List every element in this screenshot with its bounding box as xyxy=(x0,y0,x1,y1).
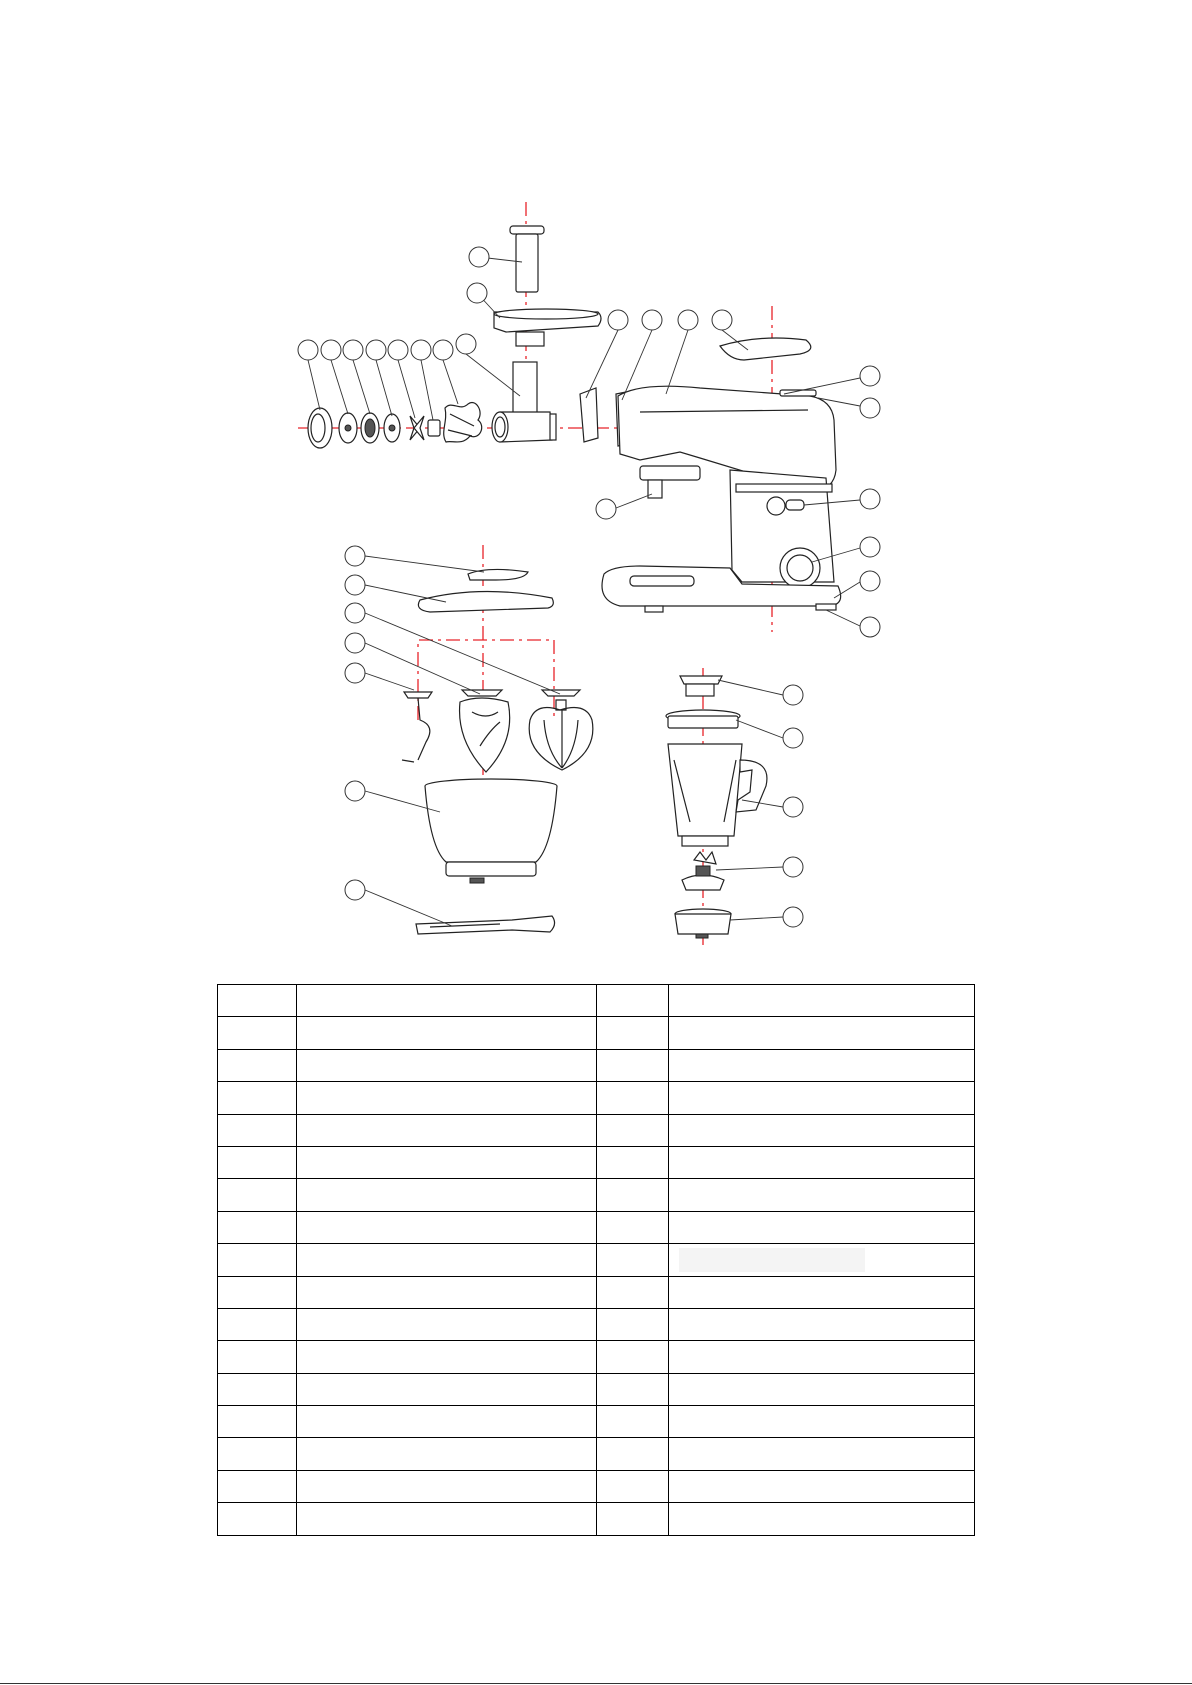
locking-ring xyxy=(308,408,332,448)
mincing-plate-3 xyxy=(339,413,357,443)
table-row xyxy=(218,1114,975,1146)
table-cell xyxy=(669,1244,975,1276)
table-cell xyxy=(297,1017,597,1049)
table-row xyxy=(218,1276,975,1308)
table-cell xyxy=(597,1406,669,1438)
table-cell xyxy=(669,1438,975,1470)
table-cell xyxy=(669,1146,975,1178)
measuring-cap xyxy=(680,676,722,696)
table-cell xyxy=(669,1308,975,1340)
table-cell xyxy=(297,1211,597,1243)
table-row xyxy=(218,1308,975,1340)
mixing-bowl xyxy=(425,779,557,883)
callout-circle xyxy=(783,907,803,927)
dough-hook xyxy=(402,692,432,762)
table-cell xyxy=(297,1114,597,1146)
table-cell xyxy=(297,1503,597,1535)
table-cell xyxy=(669,1470,975,1502)
table-cell xyxy=(218,1503,297,1535)
callout-circle xyxy=(860,617,880,637)
table-row xyxy=(218,1017,975,1049)
table-cell xyxy=(597,1373,669,1405)
shaded-cell-region xyxy=(679,1248,865,1272)
table-cell xyxy=(597,1082,669,1114)
table-cell xyxy=(669,1373,975,1405)
callout-circle xyxy=(298,340,318,360)
table-cell xyxy=(297,1438,597,1470)
table-cell xyxy=(218,1082,297,1114)
feed-screw xyxy=(444,403,482,442)
table-cell xyxy=(218,1308,297,1340)
table-cell xyxy=(669,1503,975,1535)
callout-circle xyxy=(860,398,880,418)
callout-circle xyxy=(783,857,803,877)
table-cell xyxy=(669,1049,975,1081)
callout-circle xyxy=(783,685,803,705)
callout-circle xyxy=(783,728,803,748)
table-cell xyxy=(297,1049,597,1081)
mincing-plate-2 xyxy=(361,413,379,443)
callout-circle xyxy=(467,283,487,303)
table-cell xyxy=(218,1438,297,1470)
table-cell xyxy=(297,1244,597,1276)
callout-circle xyxy=(860,537,880,557)
flat-beater xyxy=(460,690,510,772)
callout-circle xyxy=(388,340,408,360)
callout-circle xyxy=(678,310,698,330)
table-cell xyxy=(218,1179,297,1211)
table-cell xyxy=(669,1179,975,1211)
table-cell xyxy=(218,1114,297,1146)
table-cell xyxy=(218,985,297,1017)
table-cell xyxy=(218,1146,297,1178)
table-cell xyxy=(218,1373,297,1405)
table-row xyxy=(218,1503,975,1535)
table-cell xyxy=(597,1503,669,1535)
table-cell xyxy=(597,1049,669,1081)
table-cell xyxy=(597,1146,669,1178)
table-row xyxy=(218,1438,975,1470)
callout-circle xyxy=(345,633,365,653)
table-cell xyxy=(669,1082,975,1114)
table-cell xyxy=(669,985,975,1017)
callout-circle xyxy=(860,489,880,509)
table-cell xyxy=(597,1244,669,1276)
table-cell xyxy=(218,1244,297,1276)
table-cell xyxy=(297,1146,597,1178)
table-cell xyxy=(218,1406,297,1438)
callout-circle xyxy=(345,603,365,623)
callout-circle xyxy=(345,575,365,595)
callout-circle xyxy=(712,310,732,330)
callout-circle xyxy=(345,546,365,566)
table-cell xyxy=(597,1470,669,1502)
table-row xyxy=(218,1146,975,1178)
table-cell xyxy=(669,1211,975,1243)
table-cell xyxy=(597,1308,669,1340)
callout-circle xyxy=(343,340,363,360)
bowl-and-tools xyxy=(402,569,593,934)
table-cell xyxy=(297,1341,597,1373)
table-cell xyxy=(297,1308,597,1340)
mincing-plate-1 xyxy=(384,414,400,442)
callout-circle xyxy=(345,663,365,683)
stand-mixer-body xyxy=(580,338,841,612)
tilt-button xyxy=(767,497,785,515)
table-cell xyxy=(597,1438,669,1470)
table-row xyxy=(218,1082,975,1114)
table-cell xyxy=(669,1276,975,1308)
table-cell xyxy=(218,1211,297,1243)
table-cell xyxy=(597,1017,669,1049)
callout-circle xyxy=(345,781,365,801)
parts-table-body xyxy=(218,985,975,1536)
table-cell xyxy=(218,1017,297,1049)
table-cell xyxy=(597,1341,669,1373)
spatula xyxy=(416,916,555,934)
drive-shaft xyxy=(648,480,662,498)
callout-circle xyxy=(783,797,803,817)
callout-circle xyxy=(366,340,386,360)
table-row xyxy=(218,1373,975,1405)
callout-circle xyxy=(433,340,453,360)
table-cell xyxy=(669,1114,975,1146)
table-cell xyxy=(218,1470,297,1502)
coupling xyxy=(428,420,440,436)
blade-assembly xyxy=(682,852,724,890)
callout-circle xyxy=(469,247,489,267)
wire-whisk xyxy=(529,690,593,770)
callout-circle xyxy=(860,571,880,591)
table-cell xyxy=(597,1211,669,1243)
speed-dial xyxy=(780,548,820,588)
blender-lid xyxy=(666,710,740,728)
table-cell xyxy=(597,1179,669,1211)
table-cell xyxy=(297,1406,597,1438)
food-pusher xyxy=(510,226,544,292)
table-cell xyxy=(297,1373,597,1405)
table-row xyxy=(218,1341,975,1373)
table-cell xyxy=(597,985,669,1017)
table-cell xyxy=(297,985,597,1017)
table-cell xyxy=(597,1114,669,1146)
table-cell xyxy=(297,1179,597,1211)
grinder-body xyxy=(492,362,556,442)
table-cell xyxy=(669,1017,975,1049)
callout-circle xyxy=(642,310,662,330)
blender-jug xyxy=(668,744,767,846)
food-tray xyxy=(494,309,601,346)
table-cell xyxy=(297,1470,597,1502)
splash-guard xyxy=(418,591,553,612)
table-cell xyxy=(669,1406,975,1438)
table-row xyxy=(218,1244,975,1276)
meat-grinder-assembly xyxy=(308,226,601,448)
blender-assembly xyxy=(666,676,767,938)
table-cell xyxy=(297,1082,597,1114)
table-row xyxy=(218,985,975,1017)
blender-base xyxy=(675,909,731,938)
parts-list-table xyxy=(217,984,975,1536)
table-row xyxy=(218,1211,975,1243)
page-bottom-rule xyxy=(0,1683,1192,1684)
callout-circle xyxy=(596,499,616,519)
table-cell xyxy=(218,1049,297,1081)
table-row xyxy=(218,1049,975,1081)
table-cell xyxy=(669,1341,975,1373)
table-row xyxy=(218,1470,975,1502)
table-cell xyxy=(597,1276,669,1308)
callout-circle xyxy=(456,334,476,354)
table-cell xyxy=(218,1276,297,1308)
callout-circle xyxy=(608,310,628,330)
callout-circle xyxy=(321,340,341,360)
callout-circle xyxy=(860,366,880,386)
drive-hub xyxy=(640,466,700,480)
table-cell xyxy=(218,1341,297,1373)
table-row xyxy=(218,1406,975,1438)
callout-circle xyxy=(411,340,431,360)
table-row xyxy=(218,1179,975,1211)
table-cell xyxy=(297,1276,597,1308)
front-cover xyxy=(580,388,598,442)
callout-circle xyxy=(345,880,365,900)
top-lid xyxy=(720,338,811,360)
